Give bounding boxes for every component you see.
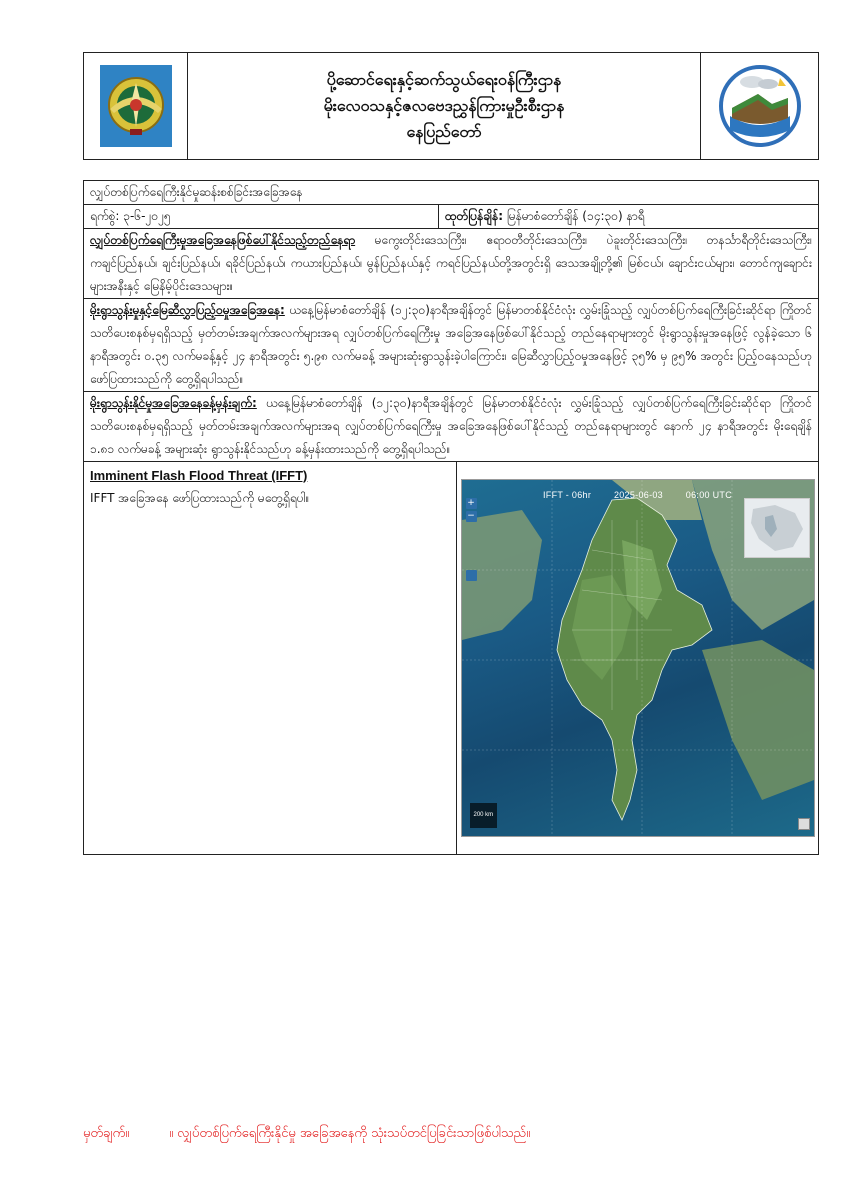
ifft-status: IFFT အခြေအနေ ဖော်ပြထားသည်ကို မတွေ့ရှိရပါ။	[90, 491, 310, 505]
minimap-graphic	[745, 499, 809, 557]
date-value: ၃-၆-၂၀၂၅	[123, 209, 171, 223]
rainfall-forecast-label: မိုးရွာသွန်းနိုင်မှုအခြေအနေခန့်မှန်းချက်:	[90, 396, 257, 410]
layer-icon[interactable]	[466, 570, 477, 581]
report-title-row	[84, 181, 818, 205]
hydrology-cycle-logo	[718, 64, 802, 148]
map-date: 2025-06-03	[613, 490, 663, 500]
rainfall-soil-row	[84, 299, 818, 392]
map-home-icon[interactable]	[798, 818, 810, 830]
ifft-row	[84, 462, 818, 854]
date-label: ရက်စွဲ:	[90, 209, 120, 223]
affected-area-label: လျှပ်တစ်ပြက်ရေကြီးမှုအခြေအနေဖြစ်ပေါ်နိုင်သည့်တည်နေရာ	[90, 233, 356, 247]
ifft-title: Imminent Flash Flood Threat (IFFT)	[90, 468, 308, 483]
rainfall-soil-label: မိုးရွာသွန်းမှုနှင့်မြေဆီလွှာပြည့်ဝမှုအခြေအနေ:	[90, 303, 285, 317]
ministry-logo-cell	[84, 53, 188, 159]
header-title	[188, 53, 700, 159]
footer-note	[83, 1123, 530, 1145]
report-header	[83, 52, 819, 160]
rainfall-soil-text: ယနေ့မြန်မာစံတော်ချိန် (၁၂:၃၀)နာရီအချိန်တွင် မြန်မာတစ်နိုင်ငံလုံး လွှမ်းခြုံသည့် လျှပ်တစ်ပြက်ရေကြီးခြင်းဆိုင်ရာ ကြိုတင်သတိပေးစနစ်မှရရှိသည့် မှတ်တမ်းအချက်အလက်များအရ လျှပ်တစ်ပြက်ရေကြီးမှု အခြေအနေဖြစ်ပေါ်နိုင်သည့် တည်နေရာများတွင် မိုးရွာသွန်းမှုအနေဖြင့် လွန်ခဲ့သော ၆ နာရီအတွင်း ၀.၃၅ လက်မခန့်နှင့် ၂၄ နာရီအတွင်း ၅.၉၈ လက်မခန့် အများဆုံးရွာသွန်းခဲ့ပါကြောင်း၊ မြေဆီလွှာပြည့်ဝမှုအနေဖြင့် ၃၅% မှ ၉၅% အတွင်း ပြည့်ဝနေသည်ဟု ဖော်ပြထားသည်ကို တွေ့ရှိရပါသည်။	[90, 303, 812, 386]
ifft-text-cell	[84, 462, 457, 854]
map-time: 06:00 UTC	[685, 490, 733, 500]
zoom-out-button[interactable]: −	[467, 511, 475, 521]
ifft-map[interactable]	[461, 479, 815, 837]
affected-area-text: မကွေးတိုင်းဒေသကြီး၊ ဧရာဝတီတိုင်းဒေသကြီး၊ ပဲခူးတိုင်းဒေသကြီး၊ တနင်္သာရီတိုင်းဒေသကြီး၊ ကချင်ပြည်နယ်၊ ချင်းပြည်နယ်၊ ရခိုင်ပြည်နယ်၊ ကယားပြည်နယ်၊ မွန်ပြည်နယ်နှင့် ကရင်ပြည်နယ်တို့အတွင်းရှိ ဒေသအချို့တို့၏ မြစ်ငယ်၊ ချောင်းငယ်များ၊ တောင်ကျချောင်းများအနီးနှင့် မြေနိမ့်ပိုင်းဒေသများ။	[90, 233, 812, 293]
date-cell	[84, 205, 439, 228]
ministry-name: ပို့ဆောင်ရေးနှင့်ဆက်သွယ်ရေးဝန်ကြီးဌာန	[326, 70, 562, 89]
overview-minimap[interactable]	[744, 498, 810, 558]
note-text: ။ လျှပ်တစ်ပြက်ရေကြီးနိုင်မှု အခြေအနေကို သုံးသပ်တင်ပြခြင်းသာဖြစ်ပါသည်။	[169, 1126, 531, 1141]
department-logo-cell	[700, 53, 818, 159]
department-name: မိုးလေဝသနှင့်ဇလဗေဒညွှန်ကြားမှုဦးစီးဌာန	[323, 96, 565, 115]
date-row	[84, 205, 818, 229]
issue-time-value: မြန်မာစံတော်ချိန် (၁၄:၃၀) နာရီ	[506, 209, 645, 223]
map-scale: 200 km	[470, 803, 498, 828]
affected-area-row	[84, 229, 818, 299]
ministry-logo	[100, 65, 172, 147]
ifft-map-cell	[457, 462, 818, 854]
city-name: နေပြည်တော်	[406, 122, 482, 141]
zoom-in-button[interactable]: +	[467, 498, 475, 508]
issue-time-label: ထုတ်ပြန်ချိန်:	[445, 209, 504, 223]
report-title: လျှပ်တစ်ပြက်ရေကြီးနိုင်မှုဆန်းစစ်ခြင်းအခြေအနေ	[90, 185, 303, 199]
map-product: IFFT - 06hr	[542, 490, 592, 500]
issue-time-cell	[439, 205, 818, 228]
rainfall-forecast-text: ယနေ့မြန်မာစံတော်ချိန် (၁၂:၃၀)နာရီအချိန်တွင် မြန်မာတစ်နိုင်ငံလုံး လွှမ်းခြုံသည့် လျှပ်တစ်ပြက်ရေကြီးခြင်းဆိုင်ရာ ကြိုတင်သတိပေးစနစ်မှရရှိသည့် မှတ်တမ်းအချက်အလက်များအရ လျှပ်တစ်ပြက်ရေကြီးမှု အခြေအနေဖြစ်ပေါ်နိုင်သည့် တည်နေရာများတွင် နောက် ၂၄ နာရီအတွင်း မိုးရေချိန် ၁.၈၁ လက်မခန့် အများဆုံး ရွာသွန်းနိုင်သည်ဟု ခန့်မှန်းထားသည်ကို တွေ့ရှိရပါသည်။	[90, 396, 812, 456]
rainfall-forecast-row	[84, 392, 818, 462]
note-label: မှတ်ချက်။	[83, 1126, 130, 1141]
report-table	[83, 180, 819, 855]
